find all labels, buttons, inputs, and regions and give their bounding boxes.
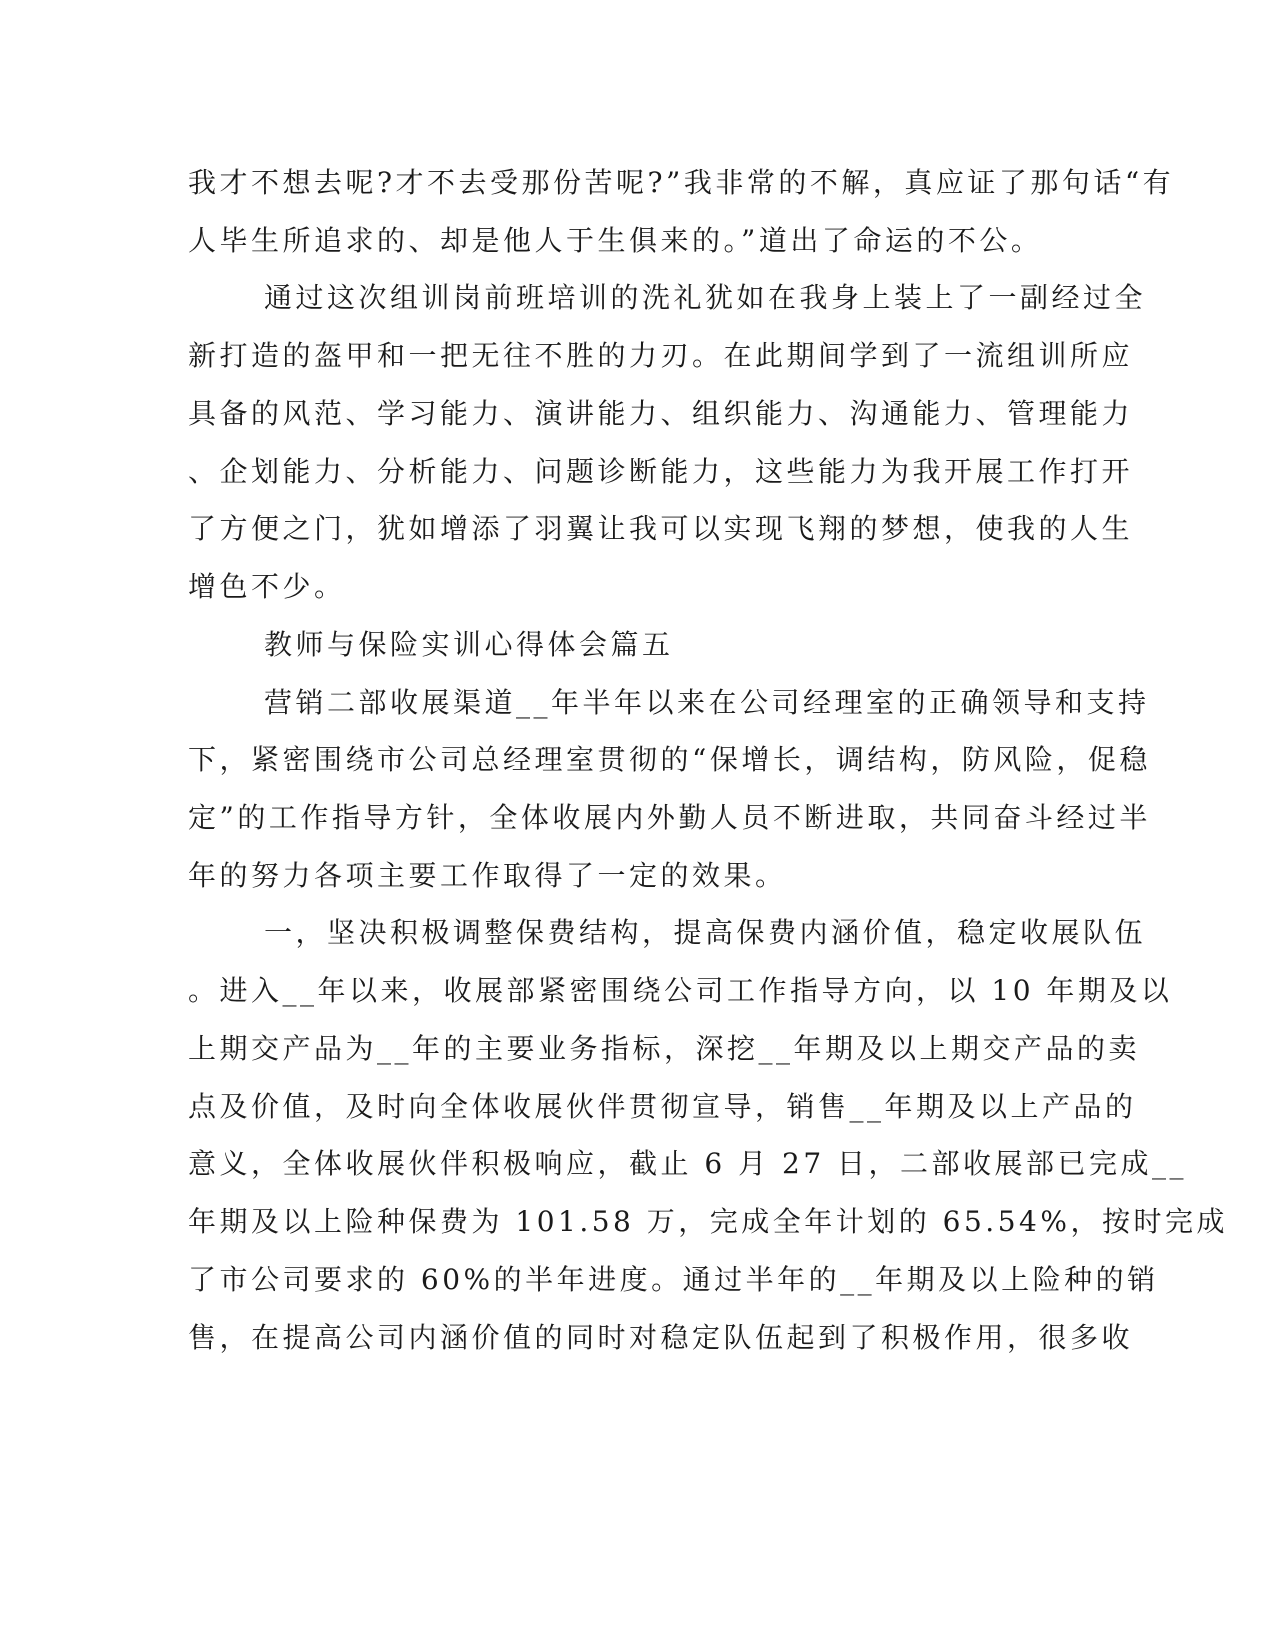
text-line: 人毕生所追求的、却是他人于生俱来的。”道出了命运的不公。 [188,224,1043,257]
text-line: 下，紧密围绕市公司总经理室贯彻的“保增长，调结构，防风险，促稳 [188,743,1151,776]
text-line: 。进入__年以来，收展部紧密围绕公司工作指导方向，以 10 年期及以 [188,974,1173,1007]
text-line: 新打造的盔甲和一把无往不胜的力刃。在此期间学到了一流组训所应 [188,339,1134,372]
text-line: 一，坚决积极调整保费结构，提高保费内涵价值，稳定收展队伍 [264,916,1147,949]
text-line: 、企划能力、分析能力、问题诊断能力，这些能力为我开展工作打开 [188,455,1134,488]
text-line: 营销二部收展渠道__年半年以来在公司经理室的正确领导和支持 [264,686,1150,719]
text-line: 通过这次组训岗前班培训的洗礼犹如在我身上装上了一副经过全 [264,281,1147,314]
text-line: 点及价值，及时向全体收展伙伴贯彻宣导，销售__年期及以上产品的 [188,1090,1137,1123]
text-line: 上期交产品为__年的主要业务指标，深挖__年期及以上期交产品的卖 [188,1032,1141,1065]
text-line: 我才不想去呢?才不去受那份苦呢?”我非常的不解，真应证了那句话“有 [188,166,1175,199]
text-line: 年期及以上险种保费为 101.58 万，完成全年计划的 65.54%，按时完成 [188,1205,1228,1238]
section-heading: 教师与保险实训心得体会篇五 [264,628,674,661]
text-line: 售，在提高公司内涵价值的同时对稳定队伍起到了积极作用，很多收 [188,1321,1134,1354]
text-line: 年的努力各项主要工作取得了一定的效果。 [188,859,787,892]
text-line: 意义，全体收展伙伴积极响应，截止 6 月 27 日，二部收展部已完成__ [188,1147,1188,1180]
text-line: 了方便之门，犹如增添了羽翼让我可以实现飞翔的梦想，使我的人生 [188,512,1134,545]
text-line: 了市公司要求的 60%的半年进度。通过半年的__年期及以上险种的销 [188,1263,1159,1296]
text-line: 定”的工作指导方针，全体收展内外勤人员不断进取，共同奋斗经过半 [188,801,1151,834]
text-line: 增色不少。 [188,570,346,603]
text-line: 具备的风范、学习能力、演讲能力、组织能力、沟通能力、管理能力 [188,397,1134,430]
